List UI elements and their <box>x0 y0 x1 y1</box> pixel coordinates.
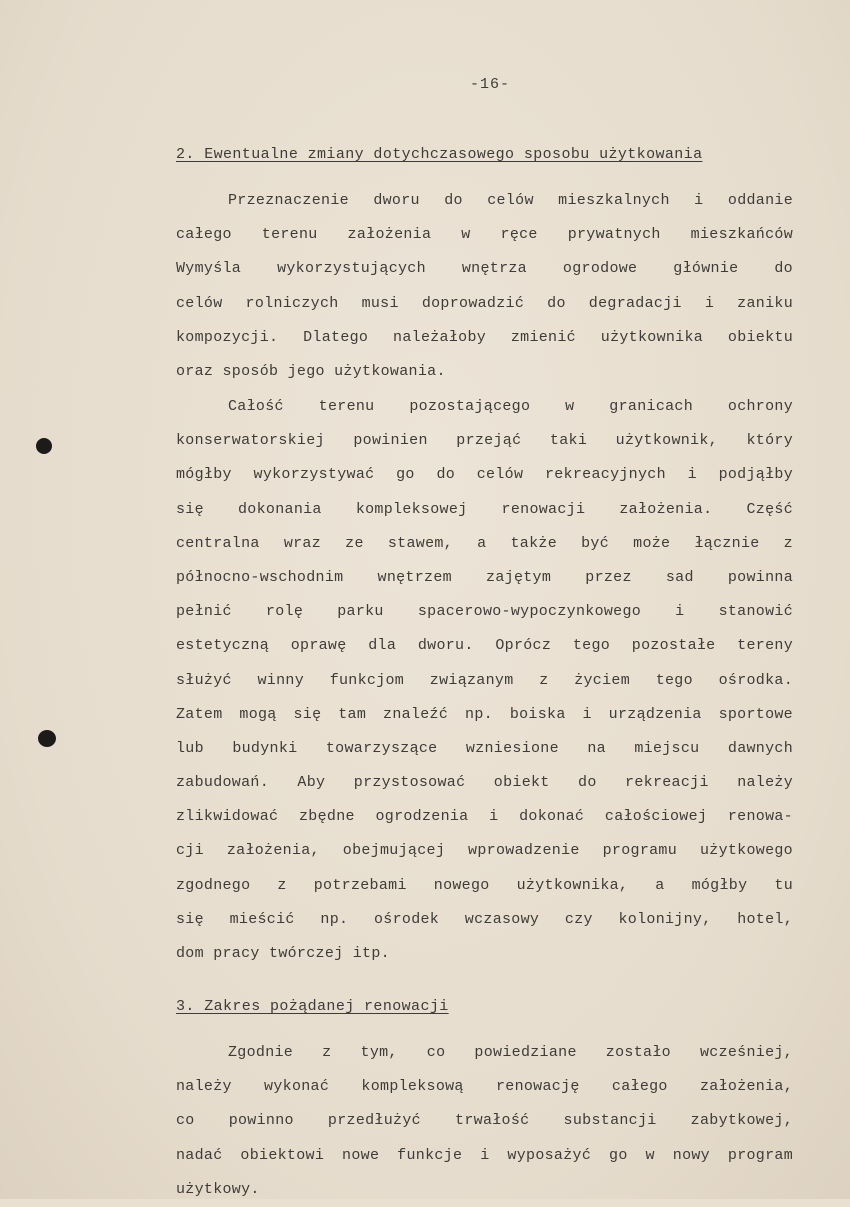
text-line: estetyczną oprawę dla dworu. Oprócz tego pozostałe tereny <box>176 637 793 655</box>
text-line: centralna wraz ze stawem, a także być może łącznie z <box>176 534 793 552</box>
text-line: dom pracy twórczej itp. <box>176 945 390 962</box>
section-2-paragraph-2 <box>176 390 793 971</box>
text-line: Przeznaczenie dworu do celów mieszkalnych i oddanie <box>228 192 793 209</box>
text-line: służyć winny funkcjom związanym z życiem tego ośrodka. <box>176 671 793 689</box>
text-line: się dokonania kompleksowej renowacji założenia. Część <box>176 500 793 518</box>
text-line: zabudowań. Aby przystosować obiekt do rekreacji należy <box>176 774 793 792</box>
text-line: kompozycji. Dlatego należałoby zmienić użytkownika obiektu <box>176 328 793 346</box>
text-line: lub budynki towarzyszące wzniesione na miejscu dawnych <box>176 739 793 757</box>
text-line: nadać obiektowi nowe funkcje i wyposażyć go w nowy program <box>176 1146 793 1164</box>
text-line: użytkowy. <box>176 1180 260 1198</box>
text-line: oraz sposób jego użytkowania. <box>176 362 446 380</box>
section-3-heading: 3. Zakres pożądanej renowacji <box>176 998 449 1015</box>
punch-hole <box>38 730 56 747</box>
text-line: zgodnego z potrzebami nowego użytkownika, a mógłby tu <box>176 876 793 894</box>
page-number: -16- <box>469 76 510 93</box>
section-3-paragraph-1 <box>176 1036 793 1207</box>
text-line: Zgodnie z tym, co powiedziane zostało wcześniej, <box>228 1044 793 1061</box>
section-2-heading: 2. Ewentualne zmiany dotychczasowego sposobu użytkowania <box>176 146 703 163</box>
text-line: należy wykonać kompleksową renowację całego założenia, <box>176 1078 793 1096</box>
punch-hole <box>36 438 52 454</box>
text-line: cji założenia, obejmującej wprowadzenie programu użytkowego <box>176 842 793 860</box>
text-line: się mieścić np. ośrodek wczasowy czy kolonijny, hotel, <box>176 910 793 928</box>
text-line: celów rolniczych musi doprowadzić do degradacji i zaniku <box>176 294 793 312</box>
text-line: Wymyśla wykorzystujących wnętrza ogrodowe głównie do <box>176 260 793 278</box>
section-2-paragraph-1 <box>176 184 793 389</box>
text-line: mógłby wykorzystywać go do celów rekreacyjnych i podjąłby <box>176 466 793 484</box>
text-line: co powinno przedłużyć trwałość substancji zabytkowej, <box>176 1112 793 1130</box>
text-line: zlikwidować zbędne ogrodzenia i dokonać całościowej renowa- <box>176 808 793 826</box>
text-line: Całość terenu pozostającego w granicach ochrony <box>228 398 793 415</box>
text-line: całego terenu założenia w ręce prywatnych mieszkańców <box>176 226 793 244</box>
text-line: konserwatorskiej powinien przejąć taki użytkownik, który <box>176 432 793 450</box>
text-line: północno-wschodnim wnętrzem zajętym przez sad powinna <box>176 568 793 586</box>
text-line: pełnić rolę parku spacerowo-wypoczynkowego i stanowić <box>176 603 793 621</box>
text-line: Zatem mogą się tam znaleźć np. boiska i urządzenia sportowe <box>176 705 793 723</box>
